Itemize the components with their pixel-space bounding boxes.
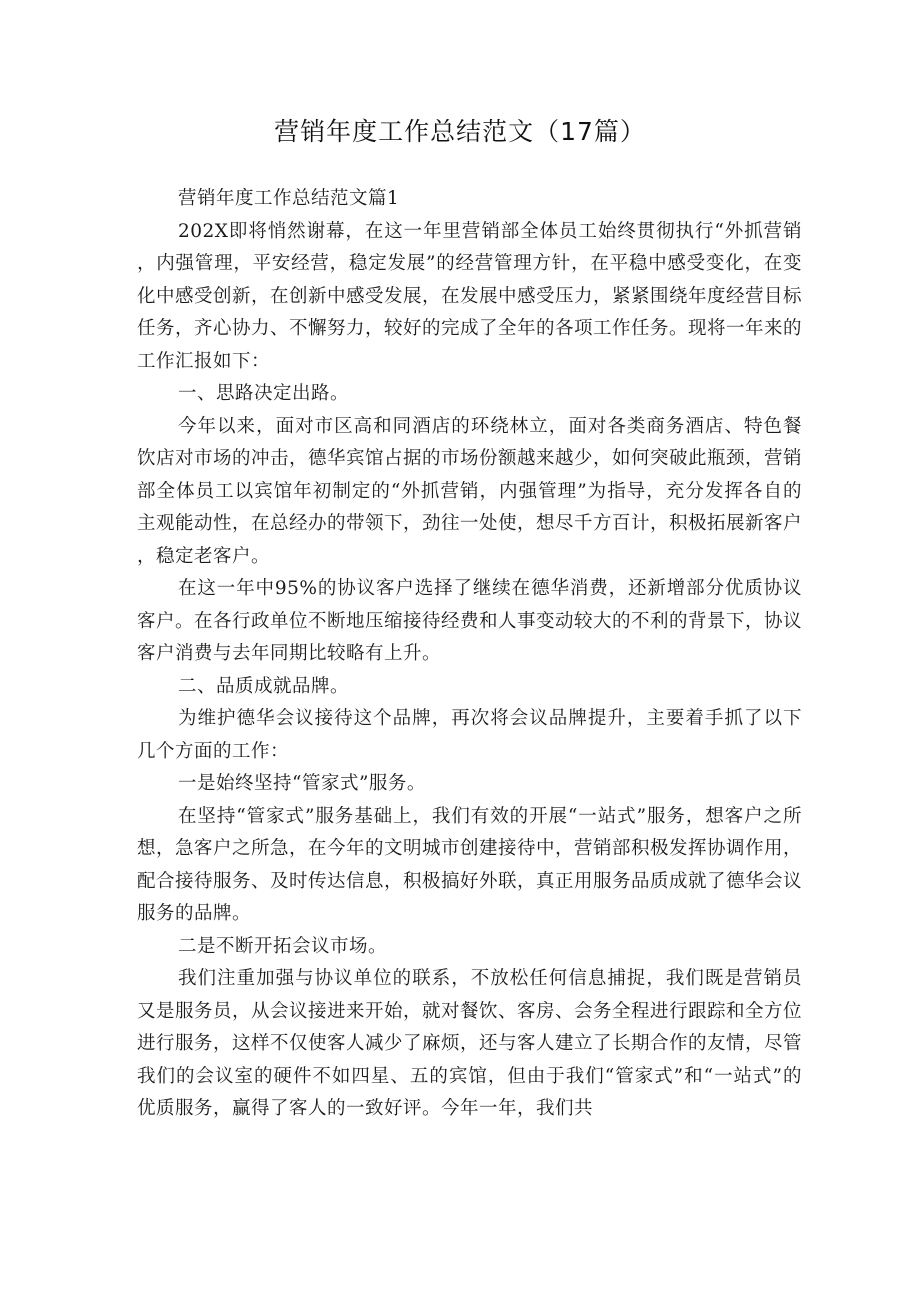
sub-heading: 一是始终坚持“管家式”服务。 [178,773,426,794]
section-heading: 一、思路决定出路。 [178,383,350,404]
paragraph: 202X即将悄然谢幕，在这一年里营销部全体员工始终贯彻执行“外抓营销，内强管理，平安经营，稳定发展”的经营管理方针，在平稳中感受变化，在变化中感受创新，在创新中感受发展，在发展中感受压力，紧紧围绕年度经营目标任务，齐心协力、不懈努力，较好的完成了全年的各项工作任务。现将一年来的工作汇报如下： [137,220,803,372]
section-heading: 营销年度工作总结范文篇1 [178,188,400,209]
paragraph: 为维护德华会议接待这个品牌，再次将会议品牌提升，主要着手抓了以下几个方面的工作： [137,708,802,762]
paragraph: 我们注重加强与协议单位的联系，不放松任何信息捕捉，我们既是营销员又是服务员，从会议接进来开始，就对餐饮、客房、会务全程进行跟踪和全方位进行服务，这样不仅使客人减少了麻烦，还与客人建立了长期合作的友情，尽管我们的会议室的硬件不如四星、五的宾馆，但由于我们“管家式”和“一站式”的优质服务，赢得了客人的一致好评。今年一年，我们共 [137,968,803,1119]
paragraph: 今年以来，面对市区高和同酒店的环绕林立，面对各类商务酒店、特色餐饮店对市场的冲击，德华宾馆占据的市场份额越来越少，如何突破此瓶颈，营销部全体员工以宾馆年初制定的“外抓营销，内强管理”为指导，充分发挥各自的主观能动性，在总经办的带领下，劲往一处使，想尽千方百计，积极拓展新客户，稳定老客户。 [137,415,803,567]
paragraph: 在坚持“管家式”服务基础上，我们有效的开展“一站式”服务，想客户之所想，急客户之所急，在今年的文明城市创建接待中，营销部积极发挥协调作用，配合接待服务、及时传达信息，积极搞好外联，真正用服务品质成就了德华会议服务的品牌。 [137,805,803,924]
document-body [137,183,802,1126]
sub-heading: 二是不断开拓会议市场。 [178,935,388,957]
section-heading: 二、品质成就品牌。 [178,675,350,697]
paragraph: 在这一年中95%的协议客户选择了继续在德华消费，还新增部分优质协议客户。在各行政单位不断地压缩接待经费和人事变动较大的不利的背景下，协议客户消费与去年同期比较略有上升。 [137,578,803,664]
document-title: 营销年度工作总结范文（17篇） [274,117,646,146]
